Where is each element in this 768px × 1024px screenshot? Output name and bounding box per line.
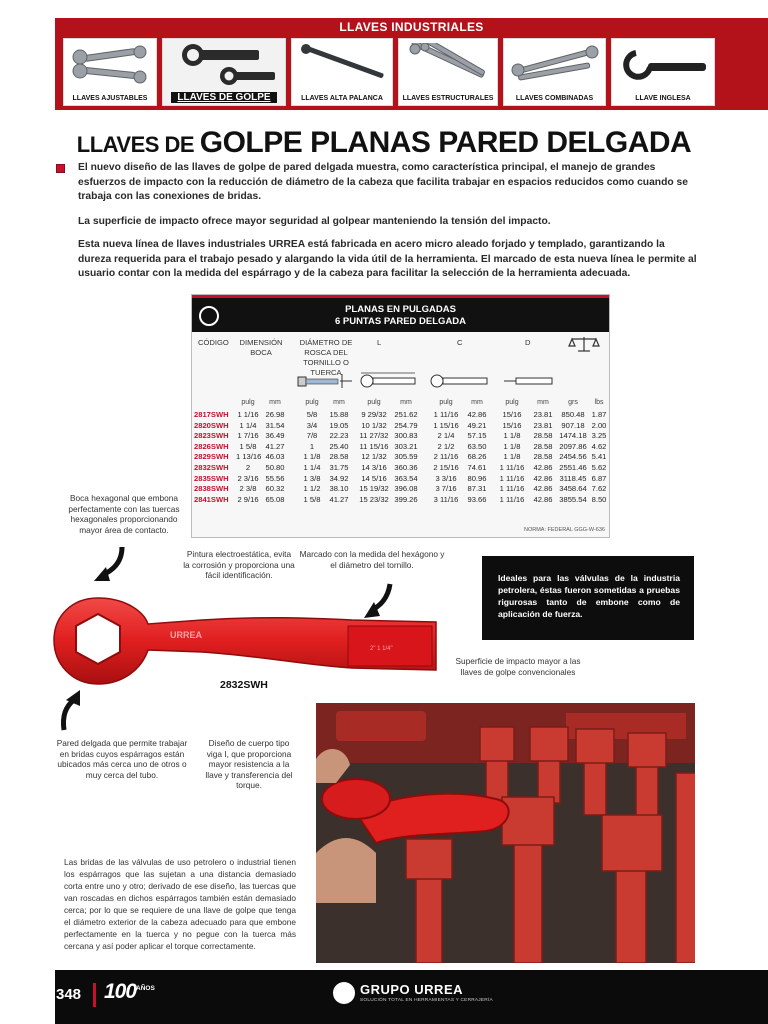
unit-label: mm [400,399,412,406]
unit-label: pulg [367,399,381,406]
table-cell: 60.32 [265,484,285,494]
category-label: LLAVES ESTRUCTURALES [402,95,494,102]
table-cell: 2551.46 [559,463,587,472]
striking-wrench-illustration [52,594,442,686]
table-cell: 1474.18 [559,431,587,441]
table-cell: 2097.86 [559,441,587,451]
table-cell: 3 7/16 [435,484,457,494]
footer-divider [93,983,96,1007]
table-cell: 251.62 [394,410,418,419]
table-cell: 65.08 [265,494,285,504]
table-cell: 28.58 [533,441,553,451]
table-cell: 2 11/16 [433,452,459,462]
unit-label: pulg [241,399,255,406]
table-cell: 55.56 [265,473,285,483]
table-cell: 19.05 [329,420,349,430]
section-title: LLAVES INDUSTRIALES [339,20,484,34]
table-cell: 93.66 [467,494,487,504]
table-cell: 41.27 [329,494,349,504]
table-cell: 63.50 [467,441,487,451]
col-c: C [457,338,463,347]
table-cell: 28.58 [329,452,349,462]
table-cell: 1 11/16 [499,484,525,494]
callout-paint: Pintura electroestática, evita la corrosión y proporciona una fácil identificación. [183,549,295,580]
table-cell: 15 23/32 [359,494,389,504]
spec-table [191,294,610,538]
table-cell: 3/4 [306,420,318,430]
bolt-diagram-icon [296,373,354,389]
table-cell: 1 1/8 [303,452,321,462]
table-cell: 2454.56 [559,452,587,462]
table-row-code: 2841SWH [194,494,229,504]
unit-label: pulg [305,399,319,406]
table-cell: 2 3/8 [239,484,257,494]
col-d: D [525,338,531,347]
striking-wrench-icon [169,43,281,87]
table-row-code: 2838SWH [194,484,229,494]
table-cell: 23.81 [533,410,553,419]
anniversary-logo: 100 [104,980,137,1003]
table-cell: 1 [309,441,315,451]
table-cell: 46.03 [265,452,285,462]
table-cell: 26.98 [265,410,285,419]
table-cell: 1.87 [591,410,607,419]
page-title [0,126,768,160]
table-cell: 15/16 [502,410,522,419]
weight-scale-icon [568,335,600,353]
col-l: L [377,338,382,347]
unit-label: mm [537,399,549,406]
flange-paragraph: Las bridas de las válvulas de uso petrolero o industrial tienen los espárragos que las sujetan a una distancia demasiado corta entre uno y otro; derivado de ese diseño, las tuercas que van roscadas en dichos espárragos también están demasiado cerca; por lo que se requiere de una llave de golpe que tenga el diámetro exterior de la cabeza adecuado para que embone perfectamente en la tuerca y no pegue con la tuerca más cercana y así poder aplicar el torque correctamente. [64,857,296,951]
curved-arrow-icon [58,688,84,732]
table-cell: 9 29/32 [361,410,387,419]
category-label: LLAVES COMBINADAS [515,95,594,102]
table-cell: 2 3/16 [237,473,259,483]
table-cell: 42.86 [533,463,553,472]
table-cell: 2.00 [591,420,607,430]
flange-bolts-photo [316,703,695,963]
page-number: 348 [56,986,82,1003]
table-cell: 5.41 [591,452,607,462]
callout-marking: Marcado con la medida del hexágono y el diámetro del tornillo. [299,549,445,570]
urrea-logo-icon [333,982,355,1004]
table-cell: 50.80 [265,463,285,472]
table-cell: 3118.45 [559,473,587,483]
table-cell: 15 19/32 [359,484,389,494]
curved-arrow-icon [92,545,128,587]
highlight-box [482,556,694,640]
category-llaves-alta-palanca[interactable] [291,38,393,106]
table-cell: 42.86 [533,473,553,483]
table-cell: 28.58 [533,452,553,462]
table-cell: 1 15/16 [433,420,459,430]
unit-label: mm [471,399,483,406]
table-cell: 1 1/8 [503,441,521,451]
svg-text:URREA: URREA [170,630,203,640]
intro-paragraph: El nuevo diseño de las llaves de golpe de pared delgada muestra, como característica principal, el manejo de grandes esfuerzos de impacto con la reducción de diámetro de la cabeza que facilita trabajar en espacios reducidos como cuando se trabaja con las conexiones de bridas. [78,162,688,202]
table-cell: 3.25 [591,431,607,441]
table-cell: 38.10 [329,484,349,494]
table-cell: 68.26 [467,452,487,462]
table-cell: 41.27 [265,441,285,451]
table-cell: 3458.64 [559,484,587,494]
table-subtitle: 6 PUNTAS PARED DELGADA [334,316,467,327]
table-cell: 1 5/8 [303,494,321,504]
footer-bar [55,970,768,1024]
category-label: LLAVE INGLESA [635,95,691,102]
category-label: LLAVES AJUSTABLES [72,95,148,102]
table-cell: 1 11/16 [499,463,525,472]
table-cell: 22.23 [329,431,349,441]
table-cell: 31.75 [329,463,349,472]
table-cell: 3855.54 [559,494,587,504]
table-cell: 1 5/8 [239,441,257,451]
table-cell: 363.54 [394,473,418,483]
table-cell: 57.15 [467,431,487,441]
norm-label: NORMA: FEDERAL GGG-W-636 [524,527,605,533]
category-llaves-ajustables[interactable] [63,38,157,106]
unit-label: mm [269,399,281,406]
unit-label: mm [333,399,345,406]
svg-text:2" 1 1/4": 2" 1 1/4" [370,646,393,652]
title-main: GOLPE PLANAS PARED DELGADA [199,126,692,159]
callout-thin-wall: Pared delgada que permite trabajar en bridas cuyos espárragos están ubicados más cerca uno de otros o muy cerca del tubo. [56,738,188,780]
table-cell: 42.86 [467,410,487,419]
col-diametro: DIÁMETRO DE ROSCA DEL TORNILLO O TUERCA [299,338,353,377]
high-leverage-wrench-icon [298,43,388,87]
table-cell: 15.88 [329,410,349,419]
table-cell: 1 11/16 [499,494,525,504]
table-cell: 25.40 [329,441,349,451]
table-row-code: 2829SWH [194,452,229,462]
category-label: LLAVES ALTA PALANCA [301,95,383,102]
structural-wrench-icon [405,43,493,87]
category-band [55,18,768,110]
table-cell: 1 11/16 [433,410,459,419]
combination-wrench-icon [510,43,600,87]
table-cell: 2 1/4 [437,431,455,441]
table-cell: 1 11/16 [499,473,525,483]
table-cell: 1 1/4 [239,420,257,430]
table-cell: 2 1/2 [437,441,455,451]
table-cell: 1 1/16 [237,410,259,419]
table-cell: 42.86 [533,484,553,494]
table-cell: 34.92 [329,473,349,483]
col-codigo: CÓDIGO [198,338,229,347]
handle-diagram-icon [502,375,554,387]
table-cell: 907.18 [561,420,585,430]
table-cell: 23.81 [533,420,553,430]
length-diagram-icon [357,371,419,389]
adjustable-wrench-icon [70,43,152,87]
table-cell: 14 3/16 [361,463,387,472]
table-row-code: 2832SWH [194,463,229,472]
callout-body-design: Diseño de cuerpo tipo viga I, que proporciona mayor resistencia a la llave y transferencia del torque. [205,738,293,790]
unit-label: pulg [505,399,519,406]
table-cell: 1 7/16 [237,431,259,441]
table-cell: 74.61 [467,463,487,472]
table-cell: 3 11/16 [433,494,459,504]
table-cell: 305.59 [394,452,418,462]
head-diagram-icon [428,373,490,389]
col-dimension: DIMENSIÓN BOCA [239,338,283,357]
bullet-square-icon [56,164,65,173]
table-cell: 2 [245,463,251,472]
table-cell: 6.87 [591,473,607,483]
highlight-text: Ideales para las válvulas de la industria petrolera, éstas fueron sometidas a pruebas rigurosas tanto de embone como de aplicación de fuerza. [498,573,680,619]
table-cell: 12 1/32 [361,452,387,462]
category-llaves-combinadas[interactable] [503,38,606,106]
table-cell: 396.08 [394,484,418,494]
title-prefix: LLAVES DE [76,132,195,157]
table-cell: 11 27/32 [359,431,389,441]
table-cell: 11 15/16 [359,441,389,451]
table-cell: 7/8 [306,431,318,441]
table-cell: 1 13/16 [236,452,262,462]
brand-tagline: SOLUCIÓN TOTAL EN HERRAMIENTAS Y CERRAJERÍA [360,998,493,1003]
table-cell: 5.62 [591,463,607,472]
anniversary-word: AÑOS [136,985,155,992]
material-paragraph: Esta nueva línea de llaves industriales URREA está fabricada en acero micro aleado forjado y templado, garantizando la dureza requerida para el trabajo pesado y alargando la vida útil de la herramienta. El marcado de esta nueva línea le permite al usuario contar con la medida del espárrago y de la cabeza para facilitar la selección de la herramienta adecuada. [78,239,697,279]
table-cell: 360.36 [394,463,418,472]
table-cell: 15/16 [502,420,522,430]
table-row-code: 2826SWH [194,441,229,451]
table-cell: 80.96 [467,473,487,483]
table-cell: 49.21 [467,420,487,430]
category-llave-inglesa[interactable] [611,38,715,106]
wrench-code-label: 2832SWH [220,679,268,691]
table-cell: 1 1/2 [303,484,321,494]
table-cell: 31.54 [265,420,285,430]
table-row-code: 2823SWH [194,431,229,441]
hook-wrench-icon [618,43,710,87]
table-cell: 2 15/16 [433,463,459,472]
table-cell: 1 1/8 [503,452,521,462]
brand-name: GRUPO URREA [360,982,464,997]
unit-label: grs [568,399,578,406]
category-llaves-de-golpe[interactable] [162,38,286,106]
table-cell: 1 1/4 [303,463,321,472]
table-cell: 5/8 [306,410,318,419]
table-cell: 300.83 [394,431,418,441]
table-header [192,295,609,332]
table-cell: 1 1/8 [503,431,521,441]
table-cell: 1 3/8 [303,473,321,483]
table-row-code: 2817SWH [194,410,229,419]
table-title: PLANAS EN PULGADAS [345,304,456,315]
table-cell: 399.26 [394,494,418,504]
table-cell: 7.62 [591,484,607,494]
unit-label: lbs [594,399,604,406]
table-cell: 303.21 [394,441,418,451]
table-cell: 28.58 [533,431,553,441]
table-cell: 850.48 [561,410,585,419]
impact-paragraph: La superficie de impacto ofrece mayor seguridad al golpear manteniendo la tensión del impacto. [78,216,551,227]
callout-impact-surface: Superficie de impacto mayor a las llaves de golpe convencionales [455,656,581,677]
table-cell: 42.86 [533,494,553,504]
unit-label: pulg [439,399,453,406]
table-cell: 14 5/16 [361,473,387,483]
table-cell: 254.79 [394,420,418,430]
table-cell: 10 1/32 [361,420,387,430]
category-llaves-estructurales[interactable] [398,38,498,106]
table-cell: 3 3/16 [435,473,457,483]
table-cell: 2 9/16 [237,494,259,504]
table-cell: 87.31 [467,484,487,494]
category-label: LLAVES DE GOLPE [171,92,277,103]
callout-hex-mouth: Boca hexagonal que embona perfectamente con las tuercas hexagonales proporcionando mayor área de contacto. [68,493,180,535]
table-row-code: 2820SWH [194,420,229,430]
table-cell: 4.62 [591,441,607,451]
table-row-code: 2835SWH [194,473,229,483]
table-cell: 8.50 [591,494,607,504]
table-cell: 36.49 [265,431,285,441]
